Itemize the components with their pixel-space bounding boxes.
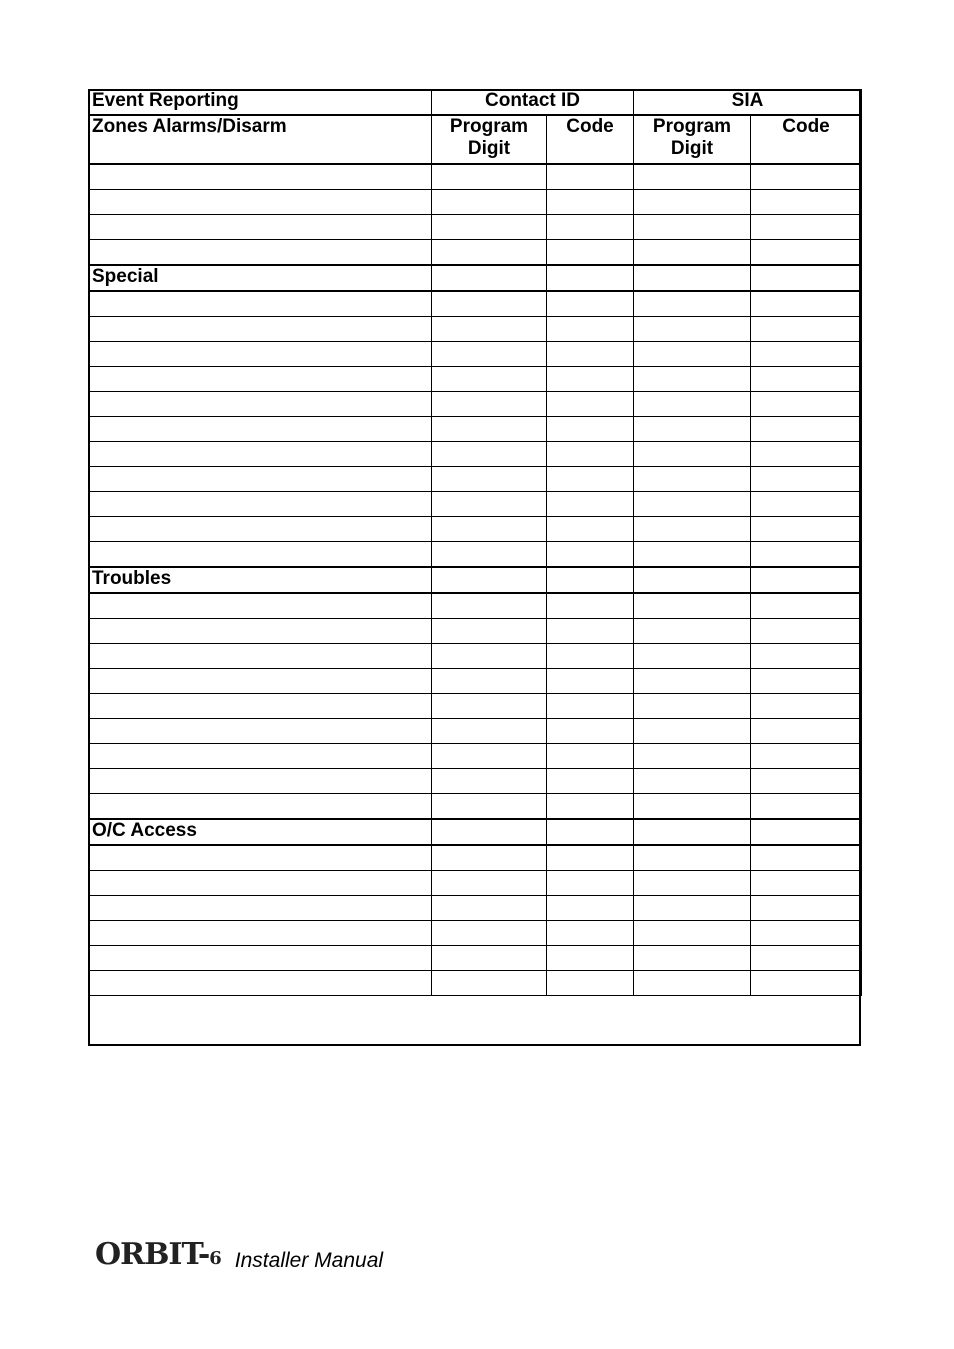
table-cell[interactable] (547, 215, 634, 240)
table-cell[interactable] (634, 871, 751, 896)
table-cell[interactable] (432, 367, 547, 392)
table-cell[interactable] (634, 694, 751, 719)
section-row (89, 567, 862, 593)
table-cell[interactable] (89, 542, 432, 568)
table-cell[interactable] (89, 392, 432, 417)
table-cell[interactable] (634, 240, 751, 266)
table-cell[interactable] (89, 291, 432, 317)
table-row (89, 845, 862, 871)
table-cell[interactable] (547, 467, 634, 492)
table-cell[interactable] (432, 921, 547, 946)
table-cell[interactable] (432, 619, 547, 644)
table-cell[interactable] (89, 719, 432, 744)
table-cell[interactable] (751, 744, 862, 769)
table-cell[interactable] (89, 467, 432, 492)
table-cell[interactable] (751, 342, 862, 367)
table-cell[interactable] (751, 317, 862, 342)
table-cell[interactable] (89, 517, 432, 542)
table-cell[interactable] (547, 492, 634, 517)
troubles-section: Troubles (89, 567, 432, 593)
table-cell[interactable] (634, 669, 751, 694)
code-header: Code (751, 115, 862, 164)
table-cell[interactable] (634, 317, 751, 342)
table-row (89, 946, 862, 971)
table-cell[interactable] (89, 971, 432, 996)
table-cell[interactable] (634, 442, 751, 467)
footer (95, 1238, 383, 1276)
table-cell[interactable] (751, 794, 862, 820)
table-cell[interactable] (547, 769, 634, 794)
table-cell[interactable] (89, 769, 432, 794)
table-cell[interactable] (89, 593, 432, 619)
table-cell[interactable] (547, 317, 634, 342)
table-cell[interactable] (751, 719, 862, 744)
table-cell[interactable] (547, 593, 634, 619)
table-cell[interactable] (547, 669, 634, 694)
table-cell[interactable] (634, 896, 751, 921)
table-cell[interactable] (547, 794, 634, 820)
table-cell[interactable] (751, 215, 862, 240)
table-cell[interactable] (751, 417, 862, 442)
table-cell[interactable] (634, 845, 751, 871)
table-row (89, 542, 862, 568)
header-row (89, 90, 862, 116)
table-cell[interactable] (547, 896, 634, 921)
table-cell[interactable] (634, 291, 751, 317)
table-cell[interactable] (432, 164, 547, 190)
table-cell[interactable] (89, 896, 432, 921)
table-cell[interactable] (634, 644, 751, 669)
table-row (89, 794, 862, 820)
table-cell[interactable] (751, 467, 862, 492)
table-cell[interactable] (89, 367, 432, 392)
table-row (89, 392, 862, 417)
table-cell[interactable] (89, 442, 432, 467)
table-cell[interactable] (432, 417, 547, 442)
table-cell[interactable] (751, 190, 862, 215)
table-row (89, 291, 862, 317)
table-cell[interactable] (751, 769, 862, 794)
table-cell[interactable] (751, 367, 862, 392)
table-row (89, 492, 862, 517)
table-row (89, 769, 862, 794)
event-reporting-title: Event Reporting (89, 90, 432, 116)
table-cell[interactable] (751, 971, 862, 996)
table-cell[interactable] (751, 921, 862, 946)
table-cell[interactable] (751, 896, 862, 921)
table-cell[interactable] (432, 794, 547, 820)
table-cell[interactable] (547, 164, 634, 190)
table-cell[interactable] (89, 871, 432, 896)
table-cell[interactable] (751, 619, 862, 644)
table-cell[interactable] (547, 719, 634, 744)
table-row (89, 669, 862, 694)
table-cell[interactable] (634, 342, 751, 367)
table-cell[interactable] (89, 669, 432, 694)
table-cell[interactable] (89, 644, 432, 669)
table-cell[interactable] (432, 593, 547, 619)
table-cell[interactable] (547, 342, 634, 367)
table-cell[interactable] (634, 971, 751, 996)
table-cell[interactable] (751, 946, 862, 971)
table-cell[interactable] (634, 492, 751, 517)
table-cell[interactable] (89, 317, 432, 342)
table-cell[interactable] (432, 291, 547, 317)
table-cell[interactable] (432, 744, 547, 769)
table-cell[interactable] (547, 542, 634, 568)
table-cell[interactable] (432, 971, 547, 996)
table-cell[interactable] (634, 719, 751, 744)
program-digit-header: Program Digit (432, 115, 547, 164)
contact-id-header: Contact ID (432, 90, 634, 116)
table-cell[interactable] (751, 871, 862, 896)
table-cell[interactable] (89, 794, 432, 820)
table-cell[interactable] (634, 921, 751, 946)
table-cell[interactable] (751, 492, 862, 517)
table-cell[interactable] (547, 644, 634, 669)
table-cell[interactable] (634, 417, 751, 442)
table-cell[interactable] (547, 240, 634, 266)
table-cell[interactable] (432, 240, 547, 266)
table-cell[interactable] (432, 719, 547, 744)
table-cell[interactable] (89, 164, 432, 190)
table-row (89, 190, 862, 215)
table-cell[interactable] (751, 542, 862, 568)
table-cell[interactable] (89, 190, 432, 215)
zones-alarms-section: Zones Alarms/Disarm (89, 115, 432, 164)
table-row (89, 921, 862, 946)
table-cell[interactable] (89, 417, 432, 442)
table-cell[interactable] (634, 517, 751, 542)
table-cell[interactable] (751, 593, 862, 619)
table-cell[interactable] (751, 392, 862, 417)
table-cell[interactable] (432, 517, 547, 542)
table-cell[interactable] (432, 190, 547, 215)
table-cell[interactable] (634, 744, 751, 769)
table-cell[interactable] (432, 694, 547, 719)
table-row (89, 317, 862, 342)
table-cell[interactable] (432, 542, 547, 568)
table-row (89, 342, 862, 367)
table-cell[interactable] (634, 215, 751, 240)
table-cell[interactable] (547, 291, 634, 317)
sia-header: SIA (634, 90, 862, 116)
table-cell[interactable] (89, 342, 432, 367)
table-row (89, 719, 862, 744)
table-cell[interactable] (751, 442, 862, 467)
table-cell[interactable] (547, 367, 634, 392)
table-cell[interactable] (634, 542, 751, 568)
table-cell[interactable] (547, 845, 634, 871)
table-cell[interactable] (89, 845, 432, 871)
table-cell[interactable] (89, 921, 432, 946)
table-cell[interactable] (89, 694, 432, 719)
table-cell[interactable] (547, 971, 634, 996)
table-cell[interactable] (432, 896, 547, 921)
section-row (89, 819, 862, 845)
table-cell[interactable] (89, 492, 432, 517)
table-row (89, 744, 862, 769)
table-cell[interactable] (547, 744, 634, 769)
table-cell[interactable] (547, 694, 634, 719)
table-cell[interactable] (634, 392, 751, 417)
oc-access-section: O/C Access (89, 819, 432, 845)
table-cell[interactable] (432, 769, 547, 794)
table-row (89, 417, 862, 442)
table-row (89, 367, 862, 392)
table-cell[interactable] (432, 871, 547, 896)
table-row (89, 871, 862, 896)
table-cell[interactable] (432, 317, 547, 342)
table-cell[interactable] (432, 215, 547, 240)
table-cell[interactable] (751, 291, 862, 317)
table-cell[interactable] (634, 164, 751, 190)
table-cell[interactable] (432, 492, 547, 517)
table-cell[interactable] (432, 845, 547, 871)
subheader-row (89, 115, 862, 164)
table-cell[interactable] (634, 619, 751, 644)
table-cell[interactable] (751, 669, 862, 694)
table-row (89, 593, 862, 619)
table-cell[interactable] (547, 442, 634, 467)
table-cell[interactable] (547, 871, 634, 896)
table-row (89, 240, 862, 266)
table-cell[interactable] (432, 342, 547, 367)
table-cell[interactable] (547, 946, 634, 971)
manual-title: Installer Manual (234, 1249, 384, 1272)
table-cell[interactable] (634, 367, 751, 392)
table-cell[interactable] (89, 619, 432, 644)
special-section: Special (89, 265, 432, 291)
table-cell[interactable] (634, 593, 751, 619)
table-row (89, 164, 862, 190)
table-cell[interactable] (751, 694, 862, 719)
code-header: Code (547, 115, 634, 164)
table-cell[interactable] (634, 769, 751, 794)
table-cell[interactable] (547, 417, 634, 442)
table-cell[interactable] (432, 467, 547, 492)
table-cell[interactable] (634, 946, 751, 971)
table-cell[interactable] (547, 517, 634, 542)
table-cell[interactable] (89, 744, 432, 769)
table-row (89, 971, 862, 996)
table-cell[interactable] (634, 467, 751, 492)
table-cell[interactable] (547, 392, 634, 417)
program-digit-header: Program Digit (634, 115, 751, 164)
table-cell[interactable] (89, 946, 432, 971)
table-cell[interactable] (634, 190, 751, 215)
table-cell[interactable] (547, 190, 634, 215)
table-row (89, 694, 862, 719)
orbit-logo: ORBIT-6 (95, 1237, 221, 1272)
table-cell[interactable] (751, 240, 862, 266)
table-cell[interactable] (89, 240, 432, 266)
table-row (89, 644, 862, 669)
table-row (89, 896, 862, 921)
table-cell[interactable] (547, 921, 634, 946)
table-row (89, 442, 862, 467)
table-cell[interactable] (432, 392, 547, 417)
table-cell[interactable] (751, 845, 862, 871)
table-cell[interactable] (432, 442, 547, 467)
table-row (89, 517, 862, 542)
table-cell[interactable] (547, 619, 634, 644)
table-cell[interactable] (634, 794, 751, 820)
table-cell[interactable] (89, 215, 432, 240)
table-cell[interactable] (432, 946, 547, 971)
table-row (89, 467, 862, 492)
section-row (89, 265, 862, 291)
table-row (89, 215, 862, 240)
table-cell[interactable] (751, 644, 862, 669)
table-cell[interactable] (751, 517, 862, 542)
table-cell[interactable] (432, 669, 547, 694)
table-row (89, 619, 862, 644)
event-reporting-table (88, 89, 862, 996)
table-cell[interactable] (751, 164, 862, 190)
table-cell[interactable] (432, 644, 547, 669)
